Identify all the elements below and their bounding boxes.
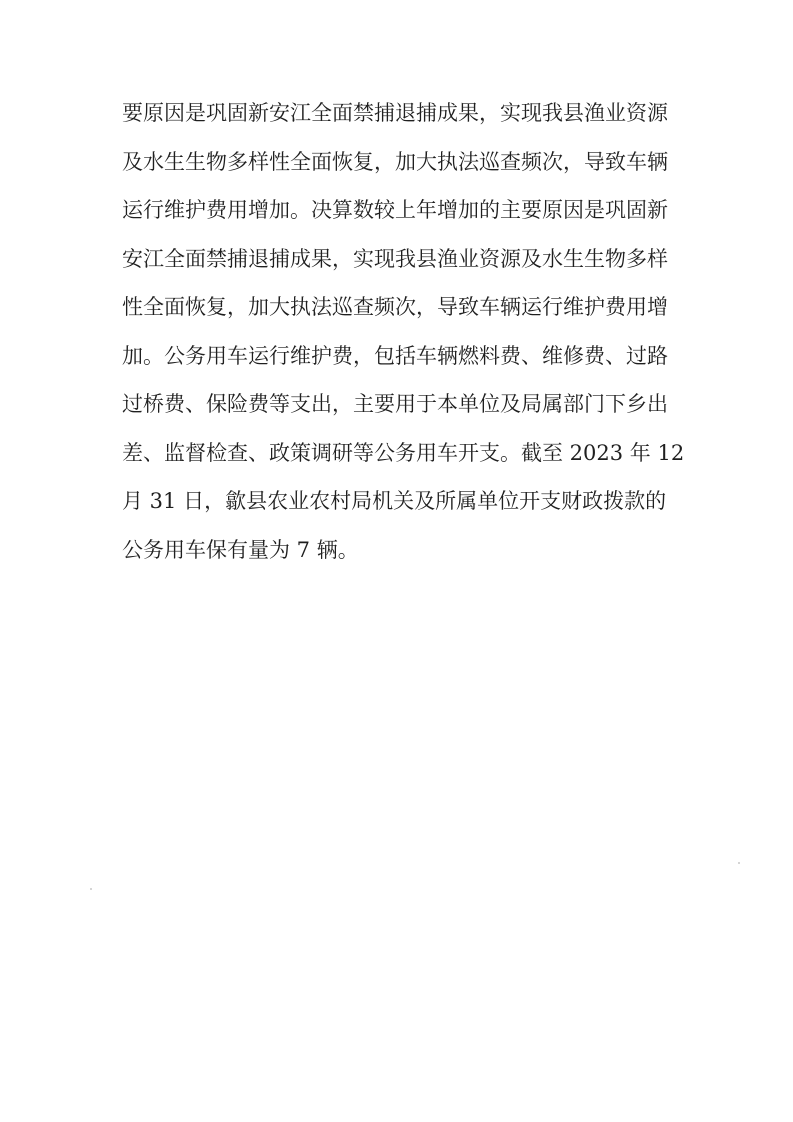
paragraph-line-1: 要原因是巩固新安江全面禁捕退捕成果，实现我县渔业资源	[122, 101, 668, 125]
scan-speck	[738, 862, 740, 864]
paragraph-line-4: 安江全面禁捕退捕成果，实现我县渔业资源及水生生物多样	[122, 246, 668, 271]
paragraph-line-7: 过桥费、保险费等支出，主要用于本单位及局属部门下乡出	[122, 392, 668, 416]
paragraph-line-5: 性全面恢复，加大执法巡查频次，导致车辆运行维护费用增	[122, 295, 668, 319]
paragraph-line-2: 及水生生物多样性全面恢复，加大执法巡查频次，导致车辆	[122, 149, 668, 174]
paragraph-line-10: 公务用车保有量为 7 辆。	[122, 537, 359, 562]
paragraph-line-8: 差、监督检查、政策调研等公务用车开支。截至 2023 年 12	[122, 440, 685, 465]
paragraph-line-6: 加。公务用车运行维护费，包括车辆燃料费、维修费、过路	[122, 343, 668, 368]
paragraph-line-3: 运行维护费用增加。决算数较上年增加的主要原因是巩固新	[122, 198, 668, 222]
scan-speck	[90, 888, 92, 890]
paragraph-line-9: 月 31 日，歙县农业农村局机关及所属单位开支财政拨款的	[122, 489, 667, 513]
body-paragraph	[122, 89, 685, 574]
